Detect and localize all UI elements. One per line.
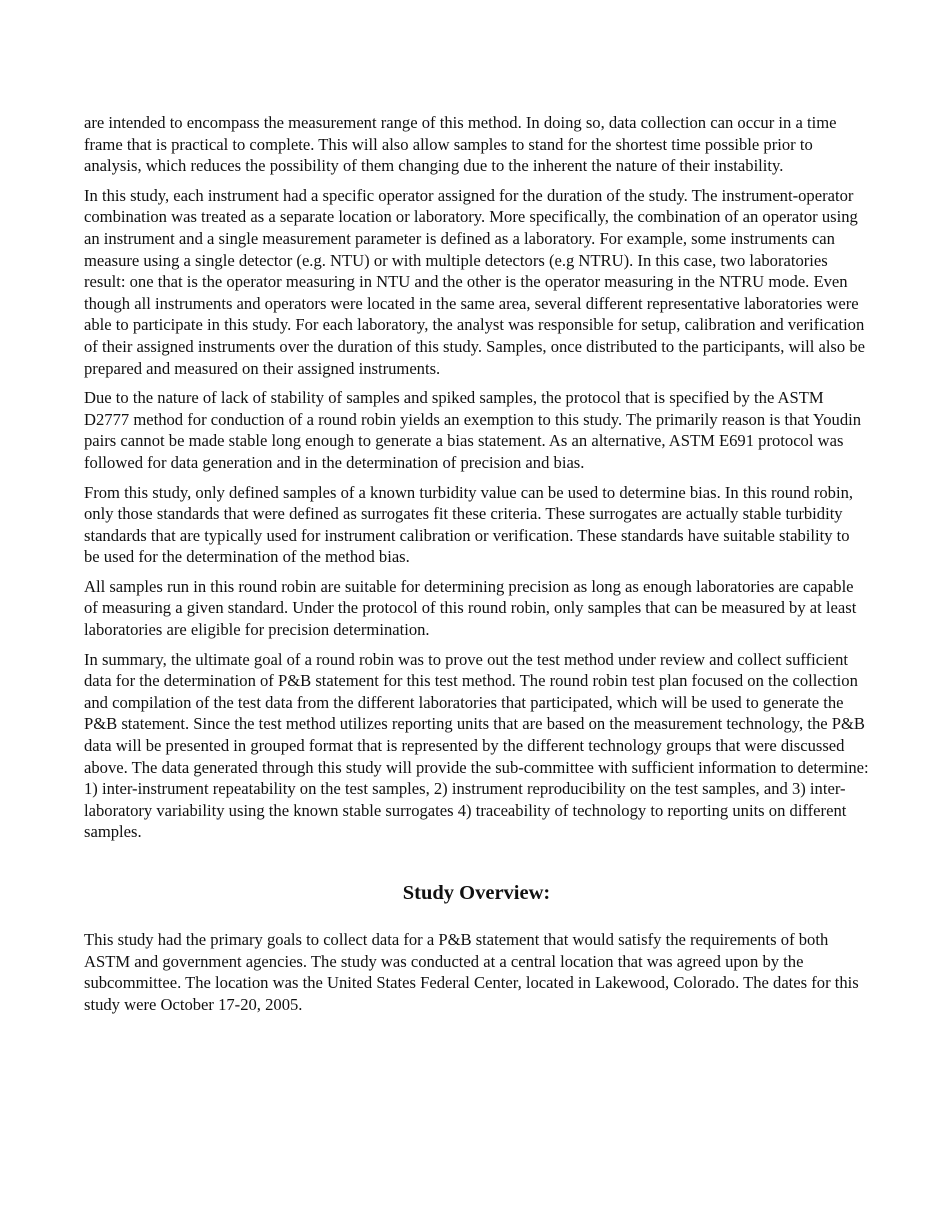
- paragraph-instrument-operator: In this study, each instrument had a specific operator assigned for the duration of the study. The instrument-operator combination was treated as a separate location or laboratory. More specifically, the combination of an operator using an instrument and a single measurement parameter is defined as a laboratory. For example, some instruments can measure using a single detector (e.g. NTU) or with multiple detectors (e.g NTRU). In this case, two laboratories result: one that is the operator measuring in NTU and the other is the operator measuring in the NTRU mode. Even though all instruments and operators were located in the same area, several different representative laboratories were able to participate in this study. For each laboratory, the analyst was responsible for setup, calibration and verification of their assigned instruments over the duration of this study. Samples, once distributed to the participants, will also be prepared and measured on their assigned instruments.: [84, 185, 865, 378]
- paragraph-measurement-range: are intended to encompass the measurement range of this method. In doing so, data collection can occur in a time frame that is practical to complete. This will also allow samples to stand for the shortest time possible prior to analysis, which reduces the possibility of them changing due to the inherent the nature of their instability.: [84, 113, 837, 176]
- paragraph-study-overview: This study had the primary goals to collect data for a P&B statement that would satisfy the requirements of both ASTM and government agencies. The study was conducted at a central location that was agreed upon by the subcommittee. The location was the United States Federal Center, located in Lakewood, Colorado. The dates for this study were October 17-20, 2005.: [84, 930, 859, 1014]
- document-page: [84, 112, 869, 1023]
- paragraph-summary: In summary, the ultimate goal of a round robin was to prove out the test method under review and collect sufficient data for the determination of P&B statement for this test method. The round robin test plan focused on the collection and compilation of the test data from the different laboratories that participated, which will be used to generate the P&B statement. Since the test method utilizes reporting units that are based on the measurement technology, the P&B data will be presented in grouped format that is represented by the different technology groups that were discussed above. The data generated through this study will provide the sub-committee with sufficient information to determine: 1) inter-instrument repeatability on the test samples, 2) instrument reproducibility on the test samples, and 3) inter-laboratory variability using the known stable surrogates 4) traceability of technology to reporting units on different samples.: [84, 649, 869, 842]
- paragraph-protocol-exemption: Due to the nature of lack of stability of samples and spiked samples, the protocol that is specified by the ASTM D2777 method for conduction of a round robin yields an exemption to this study. The primarily reason is that Youdin pairs cannot be made stable long enough to generate a bias statement. As an alternative, ASTM E691 protocol was followed for data generation and in the determination of precision and bias.: [84, 388, 862, 472]
- paragraph-precision-determination: All samples run in this round robin are suitable for determining precision as long as enough laboratories are capable of measuring a given standard. Under the protocol of this round robin, only samples that can be measured by at least laboratories are eligible for precision determination.: [84, 576, 857, 640]
- paragraph-bias-determination: From this study, only defined samples of a known turbidity value can be used to determine bias. In this round robin, only those standards that were defined as surrogates fit these criteria. These surrogates are actually stable turbidity standards that are typically used for instrument calibration or verification. These standards have suitable stability to be used for the determination of the method bias.: [84, 482, 854, 567]
- section-heading-study-overview: Study Overview:: [402, 882, 551, 904]
